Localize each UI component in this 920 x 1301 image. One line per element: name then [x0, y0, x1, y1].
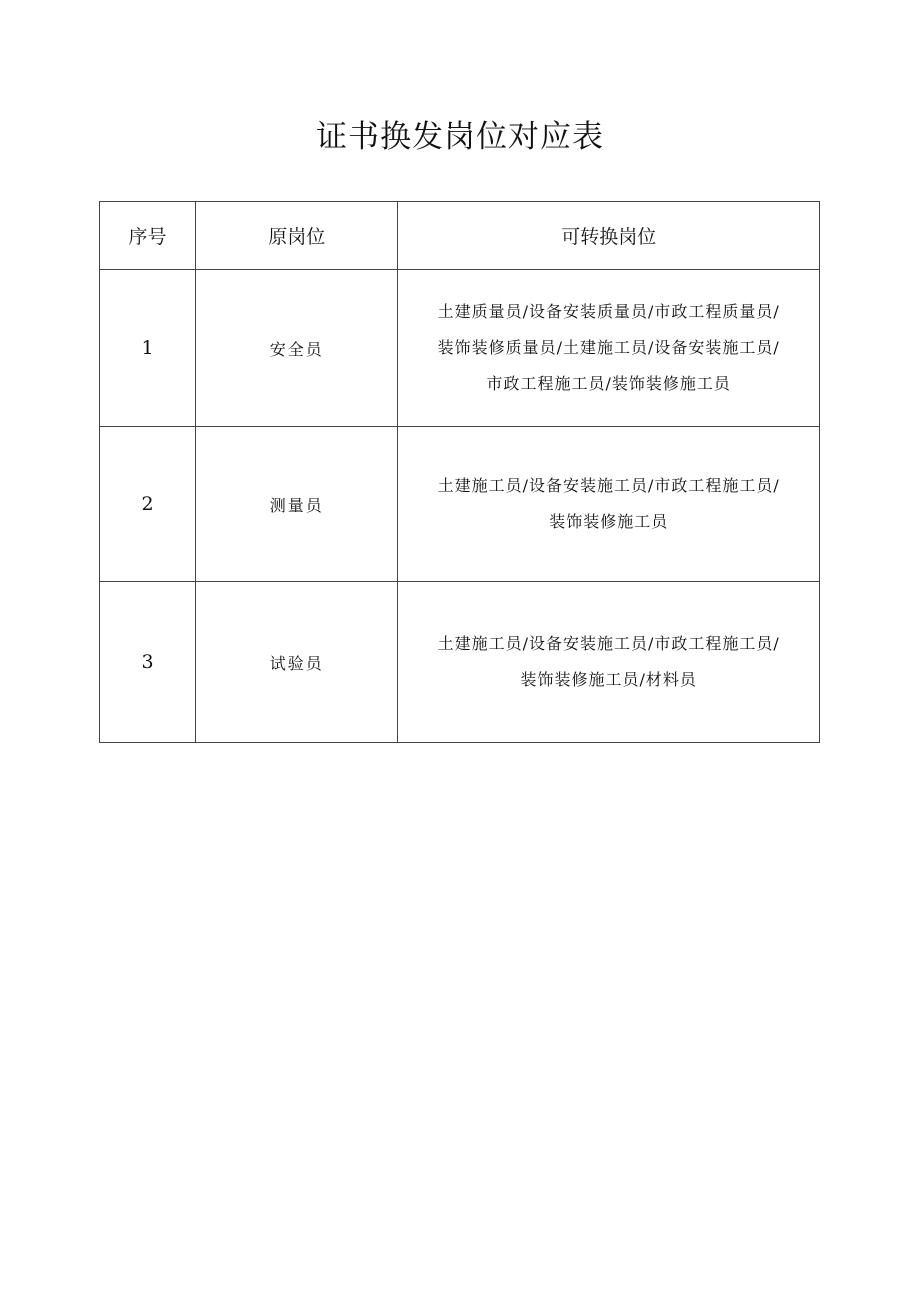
convertible-positions: [398, 270, 820, 427]
original-position: 安全员: [196, 270, 398, 427]
header-convertible-positions: 可转换岗位: [398, 202, 820, 270]
convertible-positions-line: 土建质量员/设备安装质量员/市政工程质量员/: [437, 302, 780, 321]
original-position: 试验员: [196, 582, 398, 743]
table-header-row: [100, 202, 820, 270]
table-row: [100, 270, 820, 427]
convertible-positions-line: 土建施工员/设备安装施工员/市政工程施工员/: [437, 634, 780, 653]
convertible-positions-line: 市政工程施工员/装饰装修施工员: [486, 374, 731, 393]
convertible-positions-line: 装饰装修施工员/材料员: [520, 670, 697, 689]
mapping-table: [99, 201, 820, 743]
page-title: 证书换发岗位对应表: [316, 119, 604, 155]
table-row: [100, 427, 820, 582]
convertible-positions-line: 土建施工员/设备安装施工员/市政工程施工员/: [437, 476, 780, 495]
convertible-positions-line: 装饰装修质量员/土建施工员/设备安装施工员/: [437, 338, 780, 357]
row-number: 2: [100, 427, 196, 582]
header-no: 序号: [100, 202, 196, 270]
row-number: 1: [100, 270, 196, 427]
header-original-position: 原岗位: [196, 202, 398, 270]
table-row: [100, 582, 820, 743]
row-number: 3: [100, 582, 196, 743]
original-position: 测量员: [196, 427, 398, 582]
convertible-positions: [398, 427, 820, 582]
convertible-positions-line: 装饰装修施工员: [549, 512, 669, 531]
convertible-positions: [398, 582, 820, 743]
